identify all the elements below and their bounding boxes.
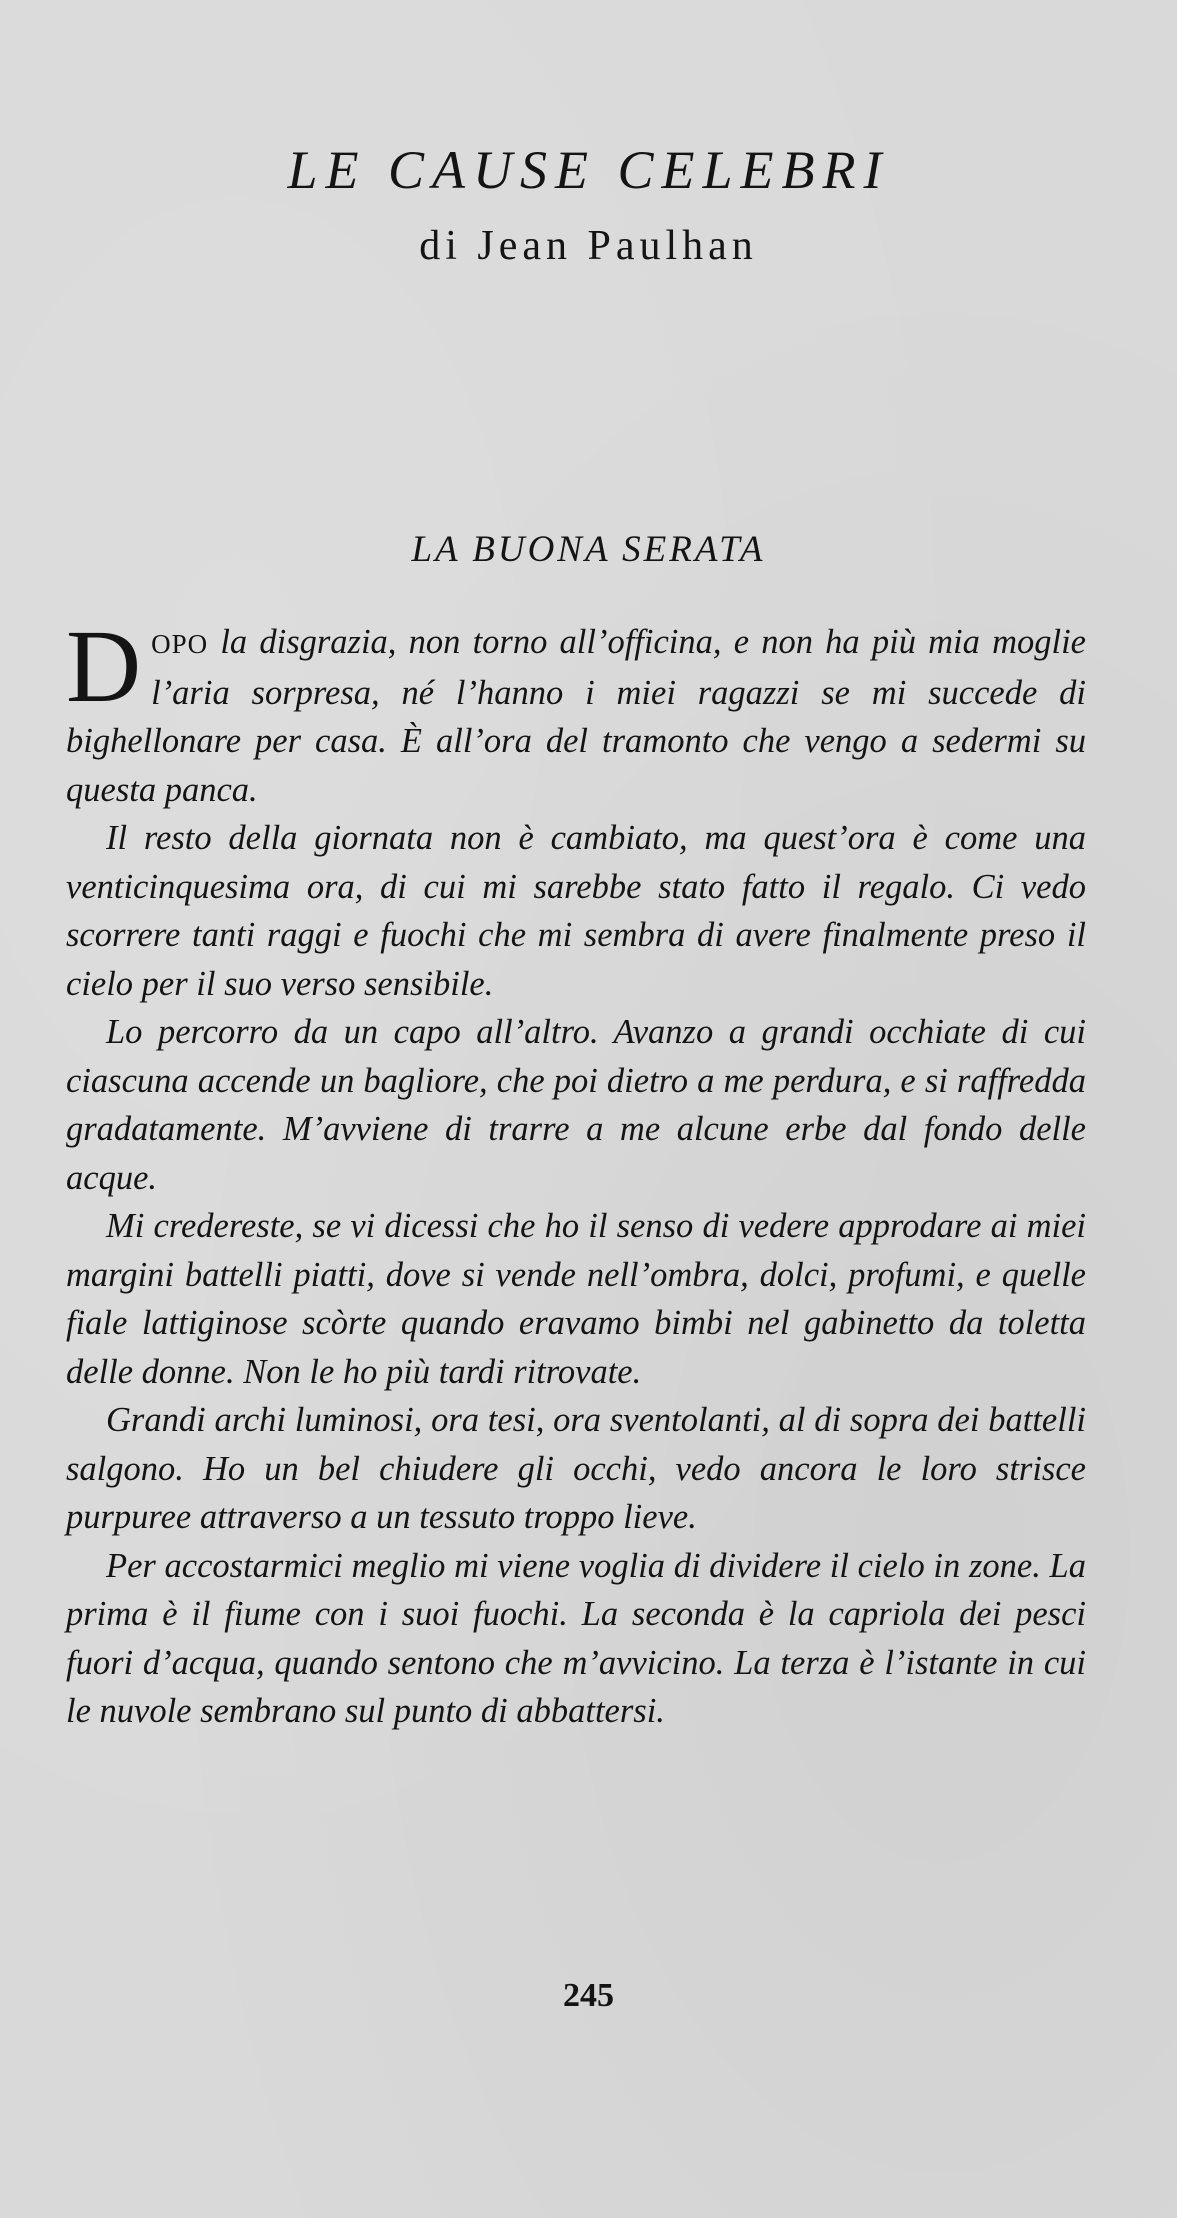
page-number: 245 [563, 1977, 614, 2014]
paragraph-6: Per accostarmici meglio mi viene voglia di dividere il cielo in zone. La prima è il fiume con i suoi fuochi. La seconda è la capriola dei pesci fuori d’acqua, quando sentono che m’avvicino. La terza è l’istante in cui le nuvole sembrano sul punto di abbattersi. [66, 1546, 1086, 1730]
paragraph-5: Grandi archi luminosi, ora tesi, ora sventolanti, al di sopra dei battelli salgono. Ho un bel chiudere gli occhi, vedo ancora le loro strisce purpuree attraverso a un tessuto troppo lieve. [66, 1401, 1086, 1536]
drop-cap: D [66, 609, 142, 724]
paragraph-1 [66, 609, 1086, 814]
body-text [66, 609, 1086, 1736]
paragraph-4: Mi credereste, se vi dicessi che ho il senso di vedere approdare ai miei margini battelli piatti, dove si vende nell’ombra, dolci, profumi, e quelle fiale lattiginose scòrte quando eravamo bimbi nel gabinetto da toletta delle donne. Non le ho più tardi ritrovate. [66, 1207, 1086, 1391]
opening-smallcaps: OPO [151, 629, 209, 659]
chapter-title: LA BUONA SERATA [411, 529, 766, 570]
paragraph-3: Lo percorro da un capo all’altro. Avanzo a grandi occhiate di cui ciascuna accende un bagliore, che poi dietro a me perdura, e si raffredda gradatamente. M’avviene di trarre a me alcune erbe dal fondo delle acque. [66, 1013, 1086, 1197]
author-line: di Jean Paulhan [419, 223, 758, 269]
paragraph-2: Il resto della giornata non è cambiato, ma quest’ora è come una venticinquesima ora, di cui mi sarebbe stato fatto il regalo. Ci vedo scorrere tanti raggi e fuochi che mi sembra di avere finalmente preso il cielo per il suo verso sensibile. [66, 819, 1086, 1003]
paragraph-1-text: la disgrazia, non torno all’officina, e non ha più mia moglie l’aria sorpresa, né l’hanno i miei ragazzi se mi succede di bighellonare per casa. È all’ora del tramonto che vengo a sedermi su questa panca. [66, 623, 1086, 809]
book-title: LE CAUSE CELEBRI [287, 140, 890, 200]
